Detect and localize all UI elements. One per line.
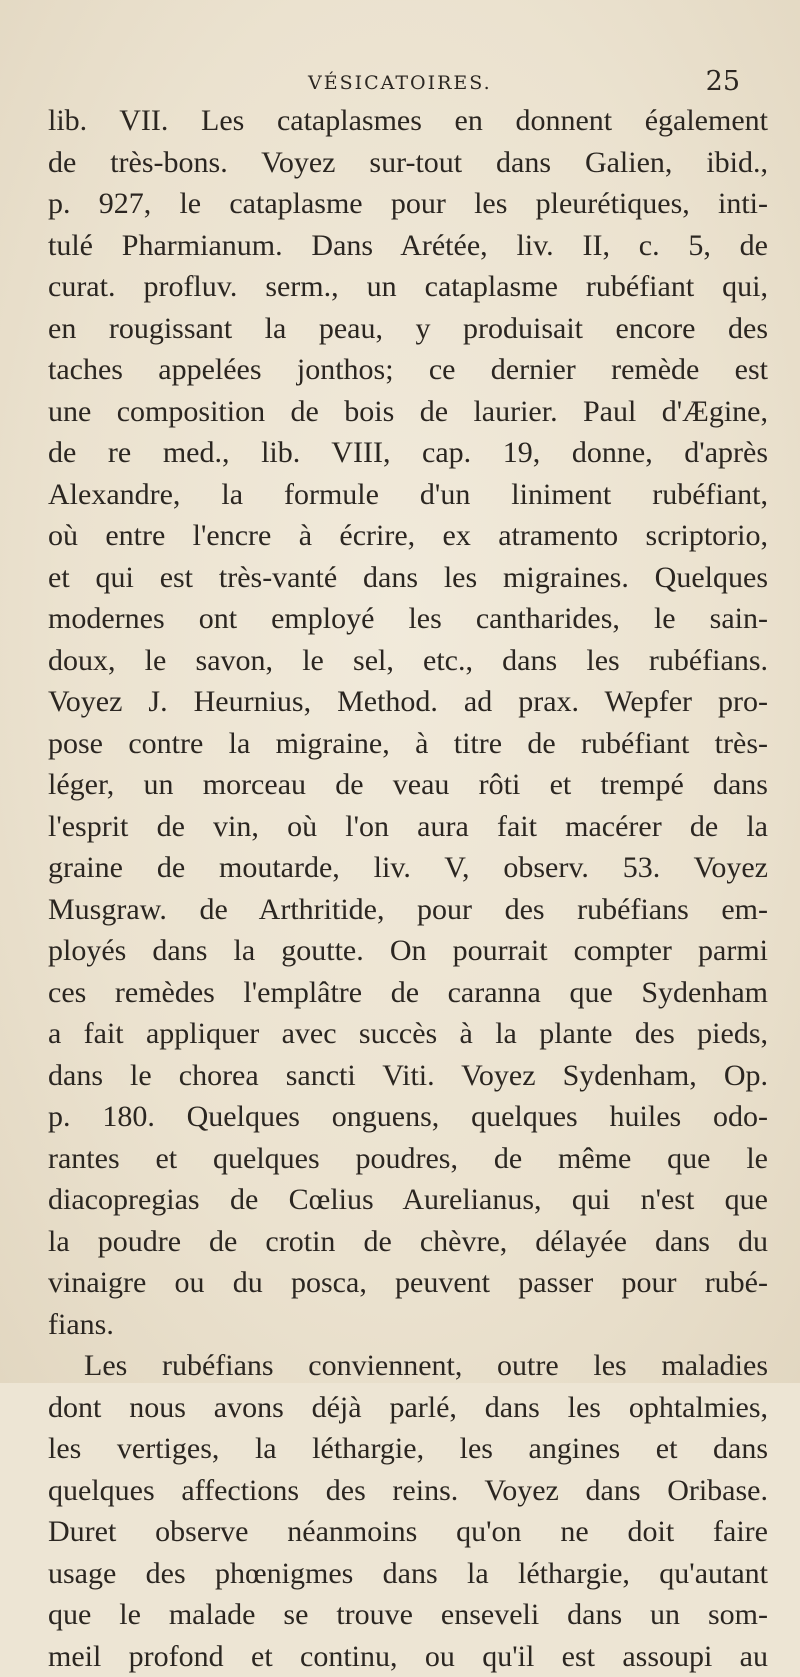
text-line: modernes ont employé les cantharides, le sain- <box>48 598 768 640</box>
running-head <box>48 64 750 100</box>
text-line: curat. profluv. serm., un cataplasme rubéfiant qui, <box>48 266 768 308</box>
text-line: p. 180. Quelques onguens, quelques huiles odo- <box>48 1096 768 1138</box>
text-line: Musgraw. de Arthritide, pour des rubéfians em- <box>48 889 768 931</box>
text-line: les vertiges, la léthargie, les angines et dans <box>48 1428 768 1470</box>
text-line: pose contre la migraine, à titre de rubéfiant très- <box>48 723 768 765</box>
text-line: graine de moutarde, liv. V, observ. 53. Voyez <box>48 847 768 889</box>
text-line: une composition de bois de laurier. Paul d'Ægine, <box>48 391 768 433</box>
text-line: de re med., lib. VIII, cap. 19, donne, d'après <box>48 432 768 474</box>
text-line: tulé Pharmianum. Dans Arétée, liv. II, c. 5, de <box>48 225 768 267</box>
text-line: vinaigre ou du posca, peuvent passer pour rubé- <box>48 1262 768 1304</box>
text-line: la poudre de crotin de chèvre, délayée dans du <box>48 1221 768 1263</box>
text-line: diacopregias de Cœlius Aurelianus, qui n'est que <box>48 1179 768 1221</box>
running-title: VÉSICATOIRES. <box>308 72 492 94</box>
text-line: ployés dans la goutte. On pourrait compter parmi <box>48 930 768 972</box>
text-line: où entre l'encre à écrire, ex atramento scriptorio, <box>48 515 768 557</box>
text-line: taches appelées jonthos; ce dernier remède est <box>48 349 768 391</box>
text-line: que le malade se trouve enseveli dans un som- <box>48 1594 768 1636</box>
body-text <box>48 100 768 1677</box>
text-line: Voyez J. Heurnius, Method. ad prax. Wepfer pro- <box>48 681 768 723</box>
text-line: a fait appliquer avec succès à la plante des pieds, <box>48 1013 768 1055</box>
text-line: de très-bons. Voyez sur-tout dans Galien, ibid., <box>48 142 768 184</box>
text-line: meil profond et continu, ou qu'il est assoupi au <box>48 1636 768 1677</box>
text-line: dans le chorea sancti Viti. Voyez Sydenham, Op. <box>48 1055 768 1097</box>
text-line: Duret observe néanmoins qu'on ne doit faire <box>48 1511 768 1553</box>
text-line: l'esprit de vin, où l'on aura fait macérer de la <box>48 806 768 848</box>
text-line: doux, le savon, le sel, etc., dans les rubéfians. <box>48 640 768 682</box>
text-line: fians. <box>48 1304 768 1346</box>
text-line: usage des phœnigmes dans la léthargie, qu'autant <box>48 1553 768 1595</box>
text-line: en rougissant la peau, y produisait encore des <box>48 308 768 350</box>
page-number: 25 <box>706 66 740 97</box>
text-line: lib. VII. Les cataplasmes en donnent également <box>48 100 768 142</box>
text-line: dont nous avons déjà parlé, dans les ophtalmies, <box>48 1387 768 1429</box>
text-line: Les rubéfians conviennent, outre les maladies <box>48 1345 768 1387</box>
text-line: quelques affections des reins. Voyez dans Oribase. <box>48 1470 768 1512</box>
text-line: Alexandre, la formule d'un liniment rubéfiant, <box>48 474 768 516</box>
text-line: ces remèdes l'emplâtre de caranna que Sydenham <box>48 972 768 1014</box>
text-line: et qui est très-vanté dans les migraines. Quelques <box>48 557 768 599</box>
text-line: rantes et quelques poudres, de même que le <box>48 1138 768 1180</box>
text-line: léger, un morceau de veau rôti et trempé dans <box>48 764 768 806</box>
text-line: p. 927, le cataplasme pour les pleurétiques, inti- <box>48 183 768 225</box>
